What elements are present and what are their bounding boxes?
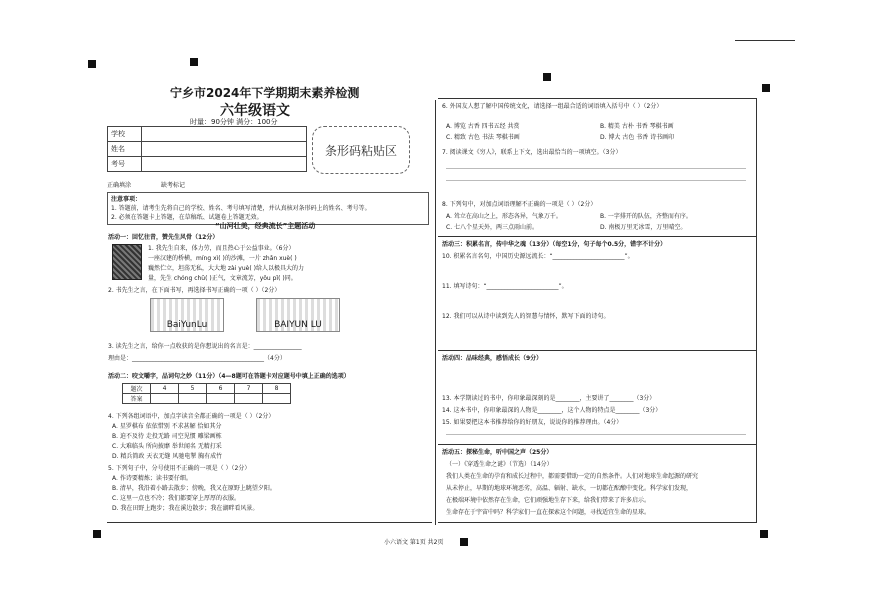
top-right-rule bbox=[735, 40, 795, 41]
question-4: 4. 下列各组词语中，加点字读音全都正确的一项是（ ）（2分） bbox=[108, 413, 275, 420]
activity-heading: 活动一：回忆往昔，赞先生风骨（12分） bbox=[108, 234, 219, 241]
reading-line: 生命存在于宇宙中吗？科学家们一直在探索这个问题，寻找适宜生命的星球。 bbox=[446, 509, 651, 516]
answer-cell[interactable] bbox=[151, 394, 179, 404]
info-label: 考号 bbox=[108, 157, 142, 172]
activity-heading: 活动三：积累名言，传中华之魂（13分）（每空1分，句子每个0.5分，错字不计分） bbox=[442, 241, 667, 248]
answer-cell[interactable] bbox=[263, 394, 291, 404]
portrait-image bbox=[112, 244, 142, 280]
question-10: 10. 积累名言名句，中国历史源远流长：“________________________”。 bbox=[442, 253, 634, 260]
question-line: 巍然伫立，坦荡无私，大大地 zài yuè( )给人以极具大的力 bbox=[148, 265, 304, 272]
answer-line[interactable] bbox=[446, 180, 746, 181]
registration-mark bbox=[190, 58, 198, 66]
grid-header: 6 bbox=[207, 384, 235, 394]
option: A. 耸立在高山之上，形态各异，气象万千。 bbox=[446, 213, 562, 220]
question-7: 7. 阅读课文《穷人》，联系上下文，选出最恰当的一项填空。（3分） bbox=[442, 149, 622, 156]
exam-subtitle: 六年级语文 bbox=[220, 103, 290, 119]
correct-fill-label: 正确填涂 bbox=[107, 182, 132, 189]
school-field[interactable] bbox=[142, 127, 307, 142]
registration-mark bbox=[760, 530, 768, 538]
page-footer: 小六语文 第1页 共2页 bbox=[384, 539, 444, 546]
option: B. 清早，我沿着小路去散步；傍晚，我又在原野上眺望夕阳。 bbox=[112, 485, 276, 492]
registration-mark bbox=[460, 538, 468, 546]
question-13: 13. 本学期读过的书中，你印象最深刻的是________，主要讲了________（3分） bbox=[442, 395, 656, 402]
right-border bbox=[756, 98, 757, 523]
calligraphy-caption: BaiYunLu bbox=[166, 320, 208, 330]
registration-mark bbox=[93, 530, 101, 538]
reading-line: 我们人类在生命的孕育和成长过程中，都需要借助一定的自然条件。人们对地球生命起源的研究 bbox=[446, 473, 699, 480]
calligraphy-sample-a bbox=[150, 298, 224, 332]
option: D. 精兵简政 天衣无缝 风驰电掣 胸有成竹 bbox=[112, 453, 223, 460]
exam-number-field[interactable] bbox=[142, 157, 307, 172]
reading-title: （一）《穿透生命之谜》（节选）（14分） bbox=[446, 461, 553, 468]
activity-heading: 活动四：品味经典，感悟成长（9分） bbox=[442, 355, 543, 362]
left-bottom-rule bbox=[107, 522, 432, 523]
question-11: 11. 填写诗句：“________________________”。 bbox=[442, 283, 568, 290]
question-line: 1. 我先生自来，体力劳，而且热心于公益事业。（6分） bbox=[148, 245, 295, 252]
theme-heading: “山河壮美，经典流长”主题活动 bbox=[215, 222, 316, 230]
grid-row-label: 答案 bbox=[123, 394, 151, 404]
answer-cell[interactable] bbox=[179, 394, 207, 404]
question-3: 3. 读先生之言，给你一点收获的是你想说出的名言是：________________ bbox=[108, 343, 302, 350]
question-2: 2. 书先生之言，在下面书写，再选择书写正确的一项（ ）（2分） bbox=[108, 287, 281, 294]
question-15: 15. 如果要把这本书推荐给你的好朋友，说说你的推荐理由。（4分） bbox=[442, 419, 623, 426]
registration-mark bbox=[543, 73, 551, 81]
question-line: 量，先生 chóng chū( )正气，文章流芳，yǒu pǐ( )同。 bbox=[148, 275, 297, 282]
info-label: 姓名 bbox=[108, 142, 142, 157]
option: B. 一字排开的队伍，齐整而有序。 bbox=[600, 213, 692, 220]
option: C. 精致 古色 书法 琴棋书画 bbox=[446, 134, 520, 141]
option: D. 南极万里无冰雪，万里晴空。 bbox=[600, 224, 687, 231]
right-top-rule bbox=[438, 98, 756, 99]
grid-header: 题次 bbox=[123, 384, 151, 394]
question-3-answer: 理由是：____________________________________________（4分） bbox=[108, 355, 286, 362]
grid-header: 5 bbox=[179, 384, 207, 394]
notice-heading: 注意事项： bbox=[111, 196, 142, 203]
option: C. 大难临头 所向披靡 举世闻名 无精打采 bbox=[112, 443, 222, 450]
registration-mark bbox=[762, 84, 770, 92]
answer-grid bbox=[122, 383, 291, 404]
notice-item: 2. 必须在答题卡上答题，在草稿纸、试题卷上答题无效。 bbox=[111, 214, 263, 221]
option: B. 精美 古朴 书香 琴棋书画 bbox=[600, 123, 674, 130]
grid-header: 7 bbox=[235, 384, 263, 394]
section-rule bbox=[438, 350, 756, 351]
info-label: 学校 bbox=[108, 127, 142, 142]
answer-line[interactable] bbox=[446, 434, 746, 435]
name-field[interactable] bbox=[142, 142, 307, 157]
exam-title: 宁乡市2024年下学期期末素养检测 bbox=[170, 86, 360, 100]
answer-cell[interactable] bbox=[207, 394, 235, 404]
barcode-label: 条形码粘贴区 bbox=[324, 143, 397, 158]
calligraphy-caption: BAIYUN LU bbox=[274, 320, 322, 330]
section-rule bbox=[438, 236, 756, 237]
reading-line: 从未停止，早期的地球环境恶劣，高温、辐射、缺水，一切都在酝酿中变化。科学家们发现， bbox=[446, 485, 693, 492]
notice-item: 1. 答题前，请考生先将自己的学校、姓名、考号填写清楚，并认真核对条形码上的姓名、考号等。 bbox=[111, 205, 371, 212]
section-rule bbox=[438, 444, 756, 445]
grid-header: 4 bbox=[151, 384, 179, 394]
option: B. 迫不及待 走投无路 司空见惯 雕梁画栋 bbox=[112, 433, 222, 440]
option: D. 我在田野上跑步；我在溪边散步；我在湖畔看风景。 bbox=[112, 505, 259, 512]
right-bottom-rule bbox=[438, 522, 756, 523]
fill-marks-row bbox=[107, 180, 429, 189]
registration-mark bbox=[88, 60, 96, 68]
activity-heading: 活动五：探秘生命，听中国之声（25分） bbox=[442, 449, 553, 456]
question-8: 8. 下列句中，对加点词语理解不正确的一项是（ ）（2分） bbox=[442, 201, 597, 208]
option: D. 博大 古色 书香 诗书画印 bbox=[600, 134, 675, 141]
activity-heading: 活动二：咬文嚼字，品词句之妙（11分）（4—8题可在答题卡对应题号中填上正确的选项） bbox=[108, 373, 350, 380]
option: A. 作诗要精炼；读书要仔细。 bbox=[112, 475, 192, 482]
answer-cell[interactable] bbox=[235, 394, 263, 404]
question-6: 6. 外国友人想了解中国传统文化，请选择一组最合适的词语填入括号中（ ）（2分） bbox=[442, 103, 663, 110]
option: C. 这里一点也不冷；我们都要穿上厚厚的衣服。 bbox=[112, 495, 241, 502]
column-divider bbox=[435, 100, 436, 525]
option: A. 博览 古香 四书五经 共赏 bbox=[446, 123, 520, 130]
notice-box bbox=[107, 192, 429, 225]
question-14: 14. 这本书中，你印象最深的人物是________，这个人物的特点是________（3分） bbox=[442, 407, 662, 414]
exam-meta: 时量：90分钟 满分：100分 bbox=[190, 118, 278, 126]
question-5: 5. 下列句子中，分号使用不正确的一项是（ ）（2分） bbox=[108, 465, 251, 472]
grid-header: 8 bbox=[263, 384, 291, 394]
question-12: 12. 我们可以从诗中读到先人的智慧与情怀，默写下面的诗句。 bbox=[442, 313, 610, 320]
option: A. 星罗棋布 依依惜别 不求甚解 恰如其分 bbox=[112, 423, 222, 430]
student-info-table bbox=[107, 126, 307, 172]
question-line: 一座汉建的桥横，míng xì( )的沙滩，一片 zhǎn xuè( ) bbox=[148, 255, 297, 262]
option: C. 七八个星天外，两三点雨山前。 bbox=[446, 224, 539, 231]
absent-mark-label: 缺考标记 bbox=[161, 182, 186, 189]
barcode-area bbox=[312, 126, 410, 174]
calligraphy-sample-b bbox=[256, 298, 340, 332]
reading-line: 在极端环境中依然存在生命，它们顽强地生存下来，给我们带来了许多启示。 bbox=[446, 497, 651, 504]
answer-line[interactable] bbox=[446, 168, 746, 169]
